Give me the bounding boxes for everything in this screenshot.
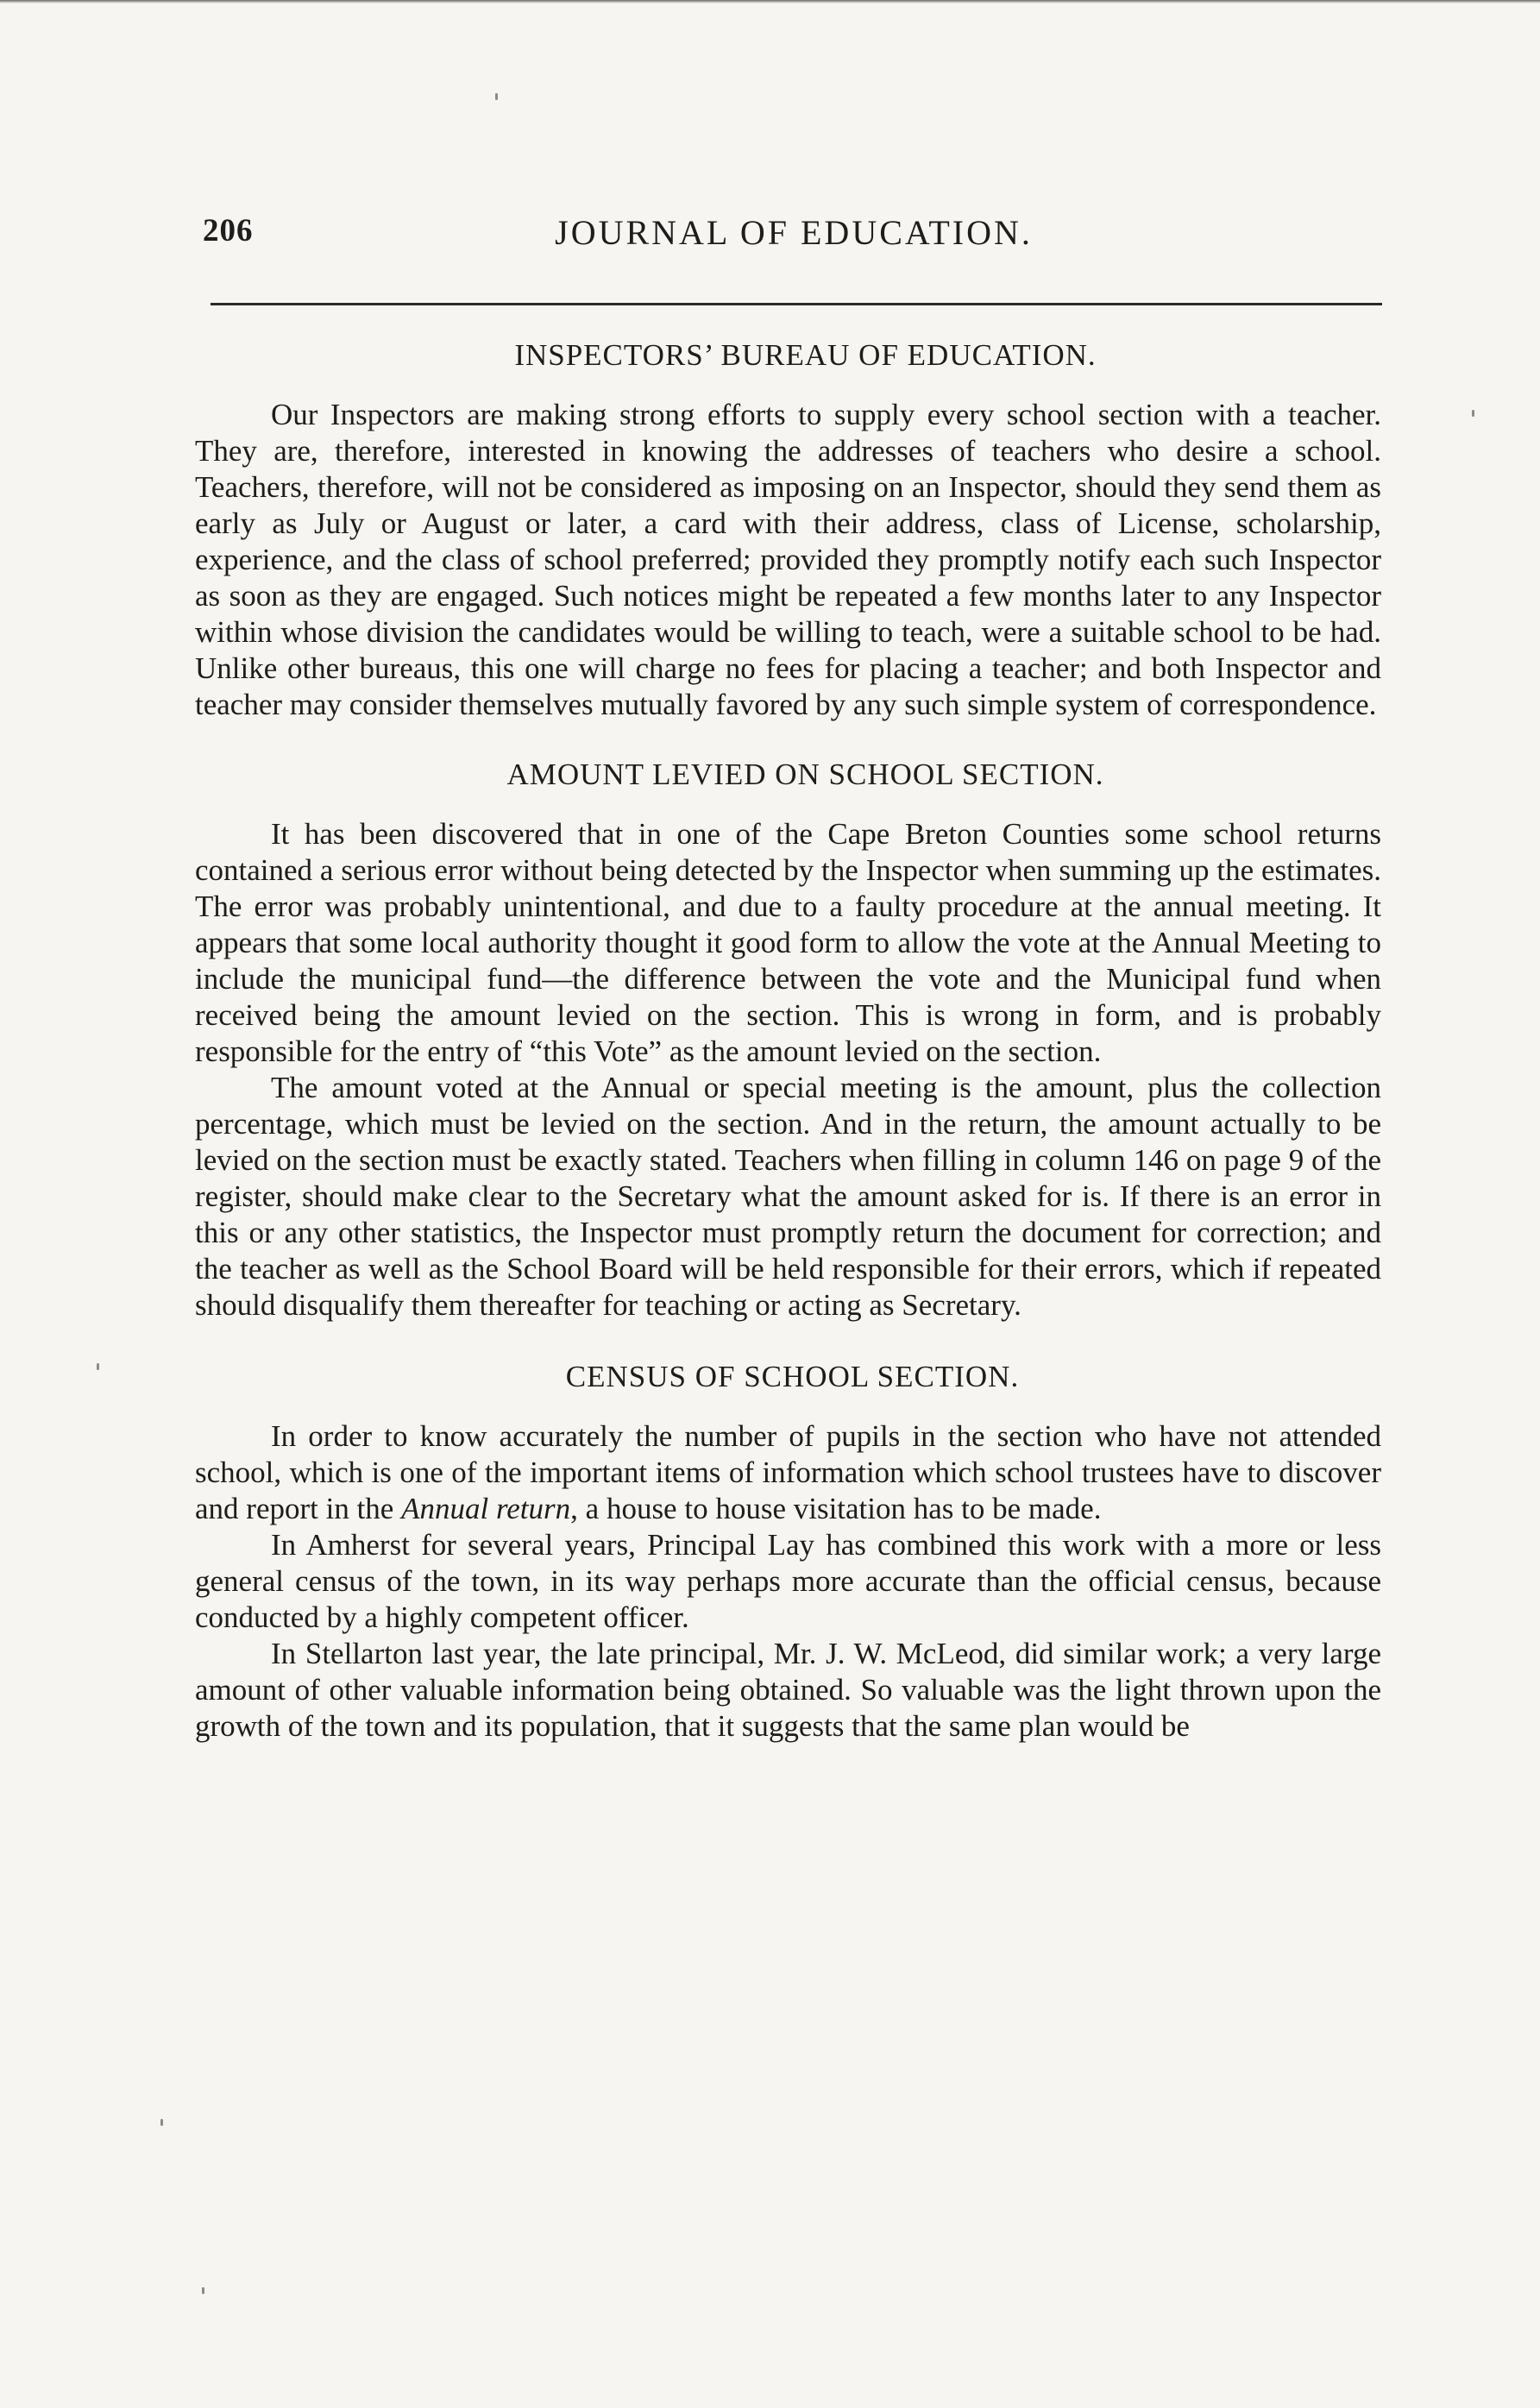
print-speck — [97, 1363, 99, 1370]
header-rule — [211, 303, 1382, 305]
paragraph-census-2: In Amherst for several years, Principal Lay has combined this work with a more or less general census of the town, in its way perhaps more accurate than the official census, because conducted by a highly competent officer. — [195, 1528, 1381, 1634]
running-title: JOURNAL OF EDUCATION. — [555, 213, 1033, 252]
print-speck — [495, 93, 498, 100]
section-title-census: CENSUS OF SCHOOL SECTION. — [565, 1360, 1020, 1393]
section-title-amount-levied: AMOUNT LEVIED ON SCHOOL SECTION. — [506, 758, 1104, 791]
paragraph-amount-levied-2: The amount voted at the Annual or special meeting is the amount, plus the collection percentage, which must be levied on the section. And in the return, the amount actually to be levied on the section must be exactly stated. Teachers when filling in column 146 on page 9 of the register, should make clear to the Secretary what the amount asked for is. If there is an error in this or any other statistics, the Inspector must promptly return the document for correction; and the teacher as well as the School Board will be held responsible for their errors, which if repeated should disqualify them thereafter for teaching or acting as Secretary. — [195, 1071, 1381, 1322]
page-top-edge — [0, 0, 1540, 3]
article-body — [195, 338, 1381, 1745]
paragraph-amount-levied-1: It has been discovered that in one of the Cape Breton Counties some school returns contained a serious error without being detected by the Inspector when summing up the estimates. The error was probably unintentional, and due to a faulty procedure at the annual meeting. It appears that some local authority thought it good form to allow the vote at the Annual Meeting to include the municipal fund—the difference between the vote and the Municipal fund when received being the amount levied on the section. This is wrong in form, and is probably responsible for the entry of “this Vote” as the amount levied on the section. — [195, 817, 1381, 1068]
census-1-before-italic: In order to know accurately the number of pupils in the section who have not attended school, which is one of the important items of information which school trustees have to discover and report in the — [195, 1419, 1381, 1525]
print-speck — [202, 2287, 204, 2294]
print-speck — [160, 2119, 163, 2126]
paragraph-census-3: In Stellarton last year, the late principal, Mr. J. W. McLeod, did similar work; a very large amount of other valuable information being obtained. So valuable was the light thrown upon the growth of the town and its population, that it suggests that the same plan would be — [195, 1637, 1381, 1743]
page-number: 206 — [203, 213, 254, 248]
paragraph-census-1 — [195, 1418, 1381, 1527]
census-1-italic: Annual return — [401, 1492, 571, 1525]
census-1-after-italic: , a house to house visitation has to be made. — [570, 1492, 1102, 1525]
print-speck — [1472, 410, 1474, 417]
page-header — [203, 212, 1385, 264]
section-title-inspectors-bureau: INSPECTORS’ BUREAU OF EDUCATION. — [514, 338, 1097, 372]
paragraph-inspectors-bureau: Our Inspectors are making strong efforts to supply every school section with a teacher. They are, therefore, interested in knowing the addresses of teachers who desire a school. Teachers, therefore, will not be considered as imposing on an Inspector, should they send them as early as July or August or later, a card with their address, class of License, scholarship, experience, and the class of school preferred; provided they promptly notify each such Inspector as soon as they are engaged. Such notices might be repeated a few months later to any Inspector within whose division the candidates would be willing to teach, were a suitable school to be had. Unlike other bureaus, this one will charge no fees for placing a teacher; and both Inspector and teacher may consider themselves mutually favored by any such simple system of correspondence. — [195, 398, 1381, 721]
